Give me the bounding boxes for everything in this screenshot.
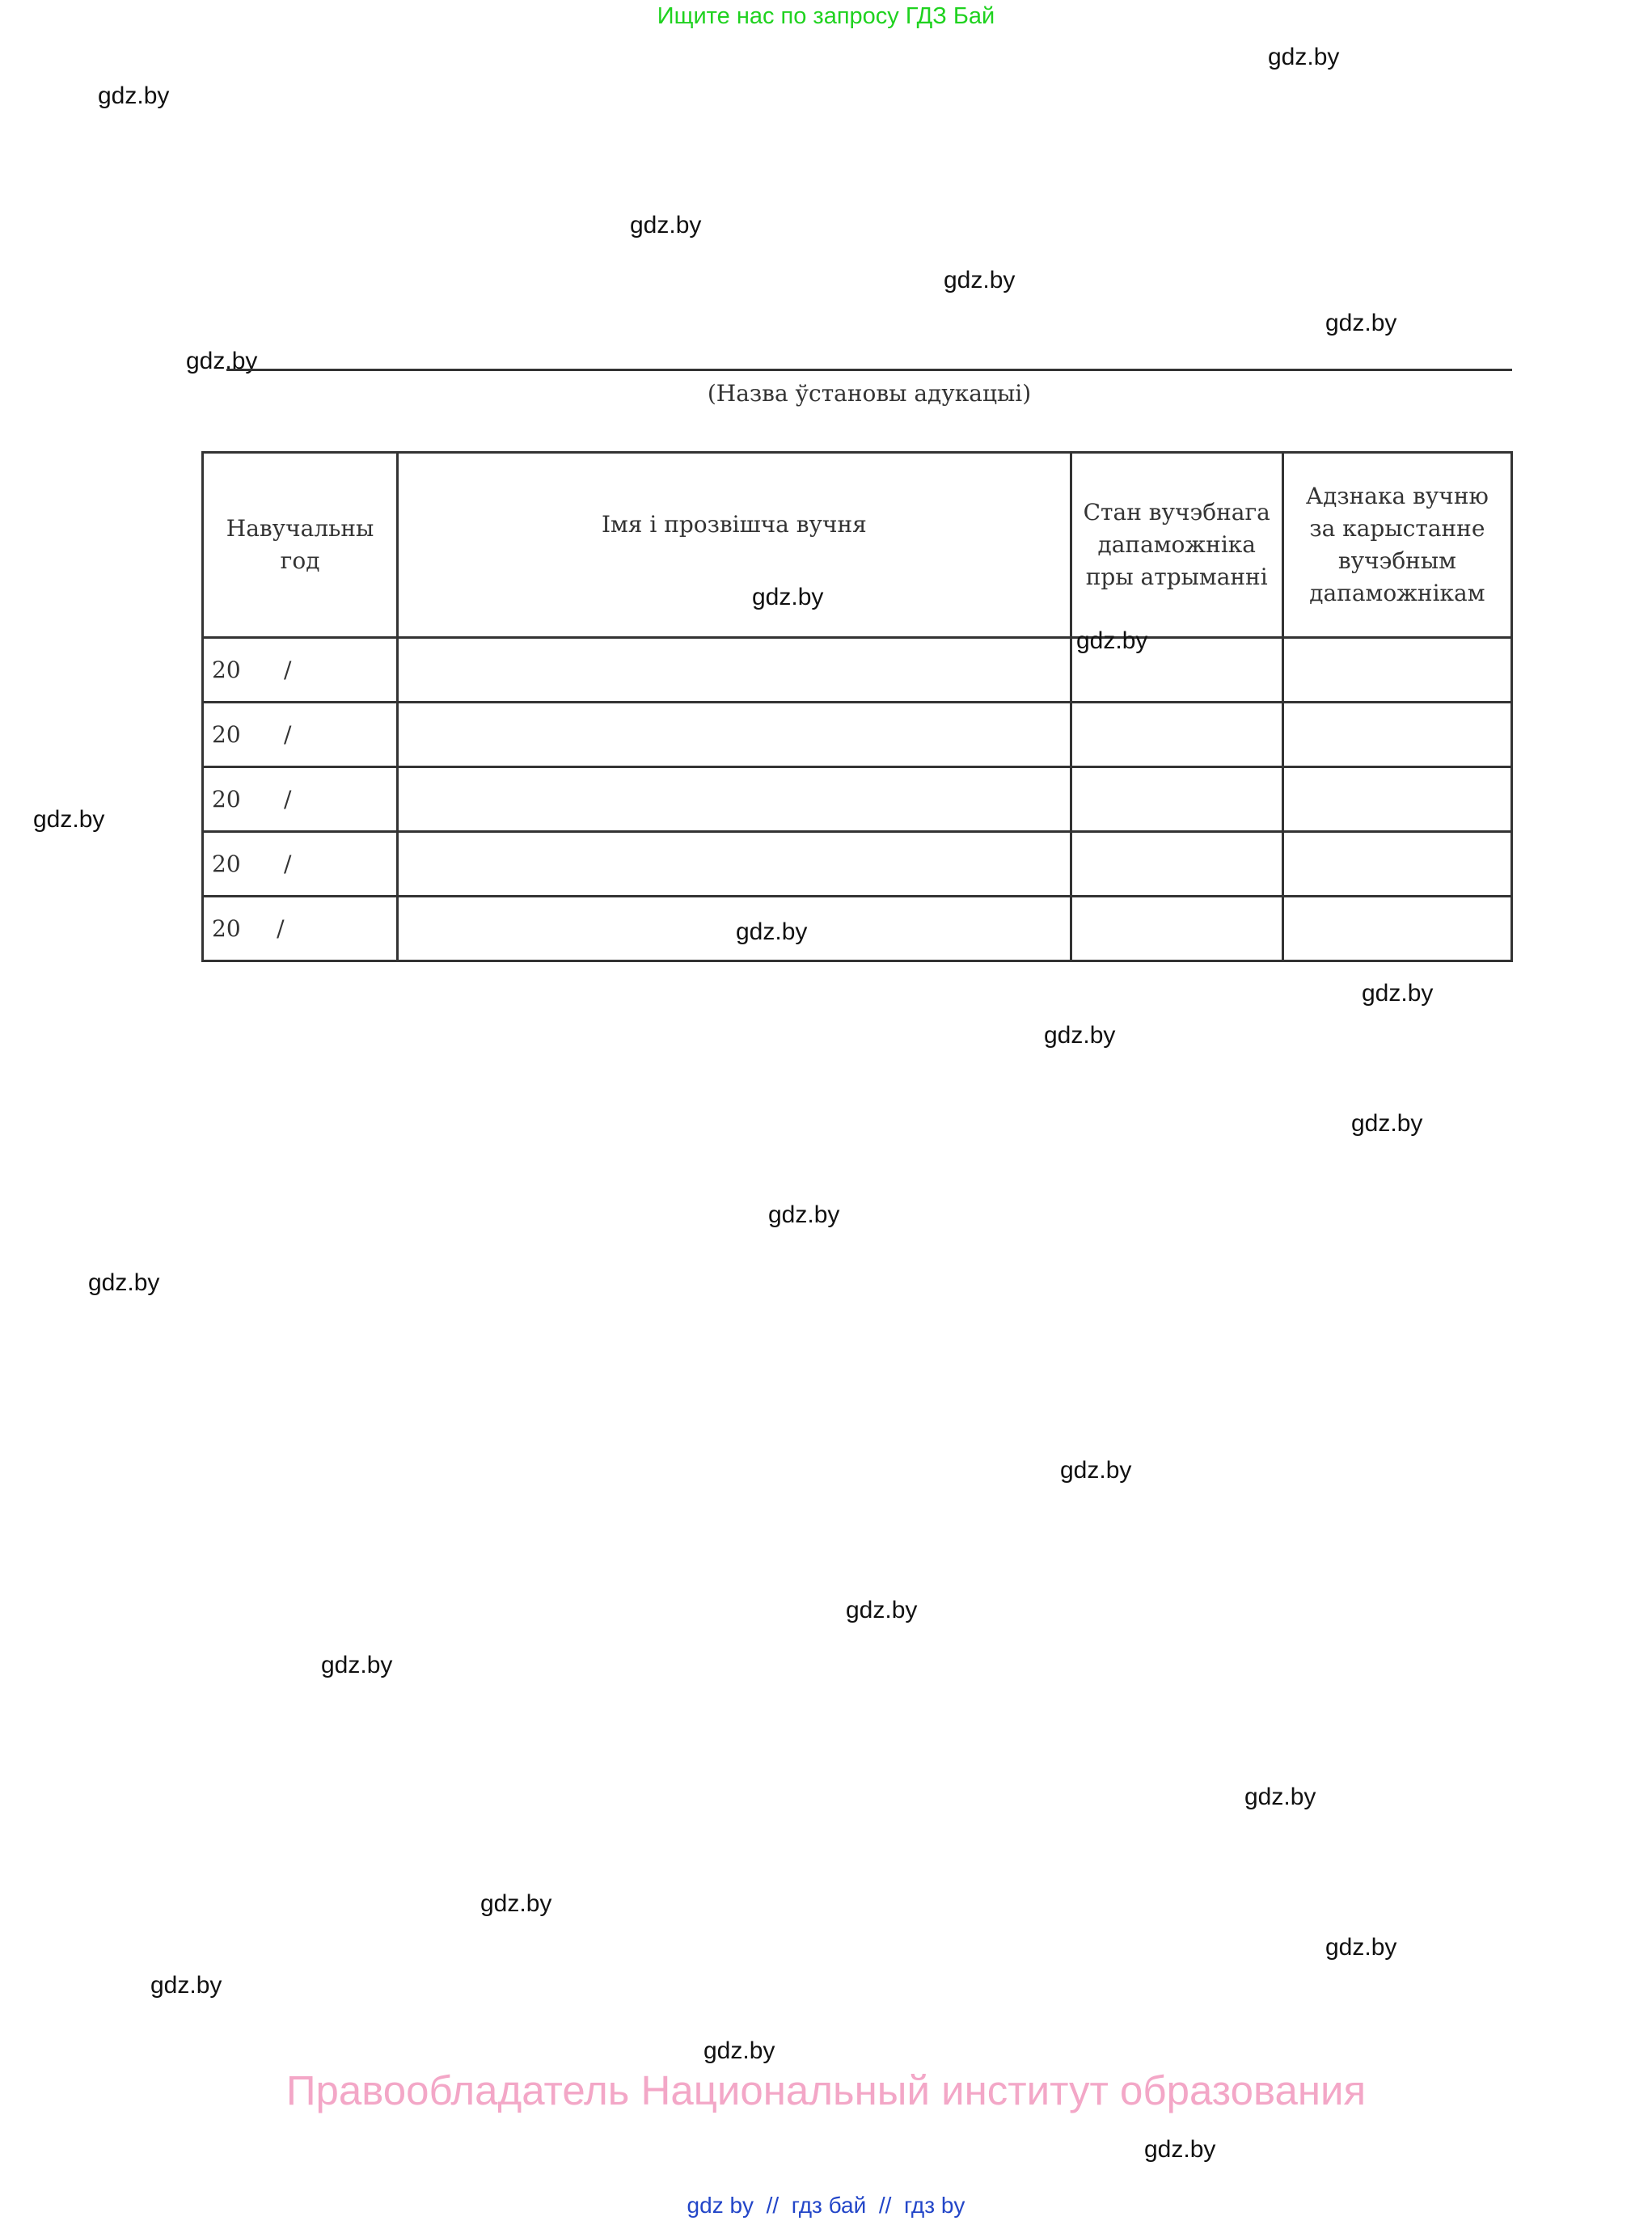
watermark: gdz.by [1268, 44, 1340, 70]
watermark: gdz.by [1362, 980, 1434, 1007]
footer-link-gdz-by-alt[interactable]: гдз by [903, 2193, 965, 2218]
header-usage-mark-label: Адзнака вучню за карыстанне вучэбным дапаможнікам [1305, 483, 1489, 606]
name-cell [398, 638, 1071, 703]
mark-cell [1282, 767, 1511, 832]
year-cell: 20 / [203, 897, 398, 961]
mark-cell [1282, 832, 1511, 897]
condition-cell [1071, 897, 1282, 961]
watermark: gdz.by [736, 918, 808, 945]
table-header-row [203, 453, 1512, 638]
institution-name-line [226, 369, 1512, 371]
watermark: gdz.by [98, 82, 170, 109]
condition-cell [1071, 832, 1282, 897]
year-cell: 20 / [203, 832, 398, 897]
condition-cell [1071, 767, 1282, 832]
watermark: gdz.by [1244, 1784, 1316, 1810]
copyright-notice: Правообладатель Национальный институт образования [285, 2067, 1367, 2113]
name-cell [398, 897, 1071, 961]
watermark: gdz.by [1060, 1457, 1132, 1484]
watermark: gdz.by [752, 584, 824, 610]
table-row [203, 703, 1512, 767]
mark-cell [1282, 703, 1511, 767]
watermark: gdz.by [1325, 310, 1397, 336]
header-usage-mark [1282, 453, 1511, 638]
watermark: gdz.by [150, 1972, 222, 1999]
watermark: gdz.by [944, 267, 1016, 293]
watermark: gdz.by [186, 348, 258, 374]
header-book-condition-label: Стан вучэбнага дапаможніка пры атрыманні [1083, 499, 1270, 590]
year-cell: 20 / [203, 638, 398, 703]
table-row [203, 832, 1512, 897]
header-school-year [203, 453, 398, 638]
watermark: gdz.by [703, 2037, 775, 2064]
watermark: gdz.by [321, 1652, 393, 1678]
footer-separator: // [878, 2193, 892, 2218]
header-book-condition [1071, 453, 1282, 638]
table-row [203, 767, 1512, 832]
watermark: gdz.by [88, 1269, 160, 1296]
watermark: gdz.by [1325, 1934, 1397, 1961]
name-cell [398, 767, 1071, 832]
header-student-name-label: Імя і прозвішча вучня [601, 511, 867, 538]
condition-cell [1071, 703, 1282, 767]
table-row [203, 638, 1512, 703]
mark-cell [1282, 897, 1511, 961]
footer-link-gdz-bai[interactable]: гдз бай [791, 2193, 867, 2218]
year-cell: 20 / [203, 767, 398, 832]
header-student-name [398, 453, 1071, 638]
footer-separator: // [766, 2193, 780, 2218]
table-row [203, 897, 1512, 961]
header-school-year-label: Навучальны год [226, 515, 374, 574]
watermark: gdz.by [1144, 2136, 1216, 2163]
watermark: gdz.by [768, 1201, 840, 1228]
watermark: gdz.by [846, 1597, 918, 1623]
watermark: gdz.by [1076, 627, 1148, 654]
mark-cell [1282, 638, 1511, 703]
watermark: gdz.by [1351, 1110, 1423, 1137]
search-banner: Ищите нас по запросу ГДЗ Бай [657, 3, 995, 29]
watermark: gdz.by [630, 212, 702, 239]
name-cell [398, 703, 1071, 767]
watermark: gdz.by [33, 806, 105, 833]
watermark: gdz.by [480, 1890, 552, 1917]
footer-link-gdz-by[interactable]: gdz by [687, 2193, 754, 2218]
year-cell: 20 / [203, 703, 398, 767]
footer-links [0, 2193, 1652, 2219]
institution-caption: (Назва ўстановы адукацыі) [707, 380, 1032, 407]
name-cell [398, 832, 1071, 897]
textbook-record-table [201, 451, 1513, 962]
watermark: gdz.by [1044, 1022, 1116, 1049]
